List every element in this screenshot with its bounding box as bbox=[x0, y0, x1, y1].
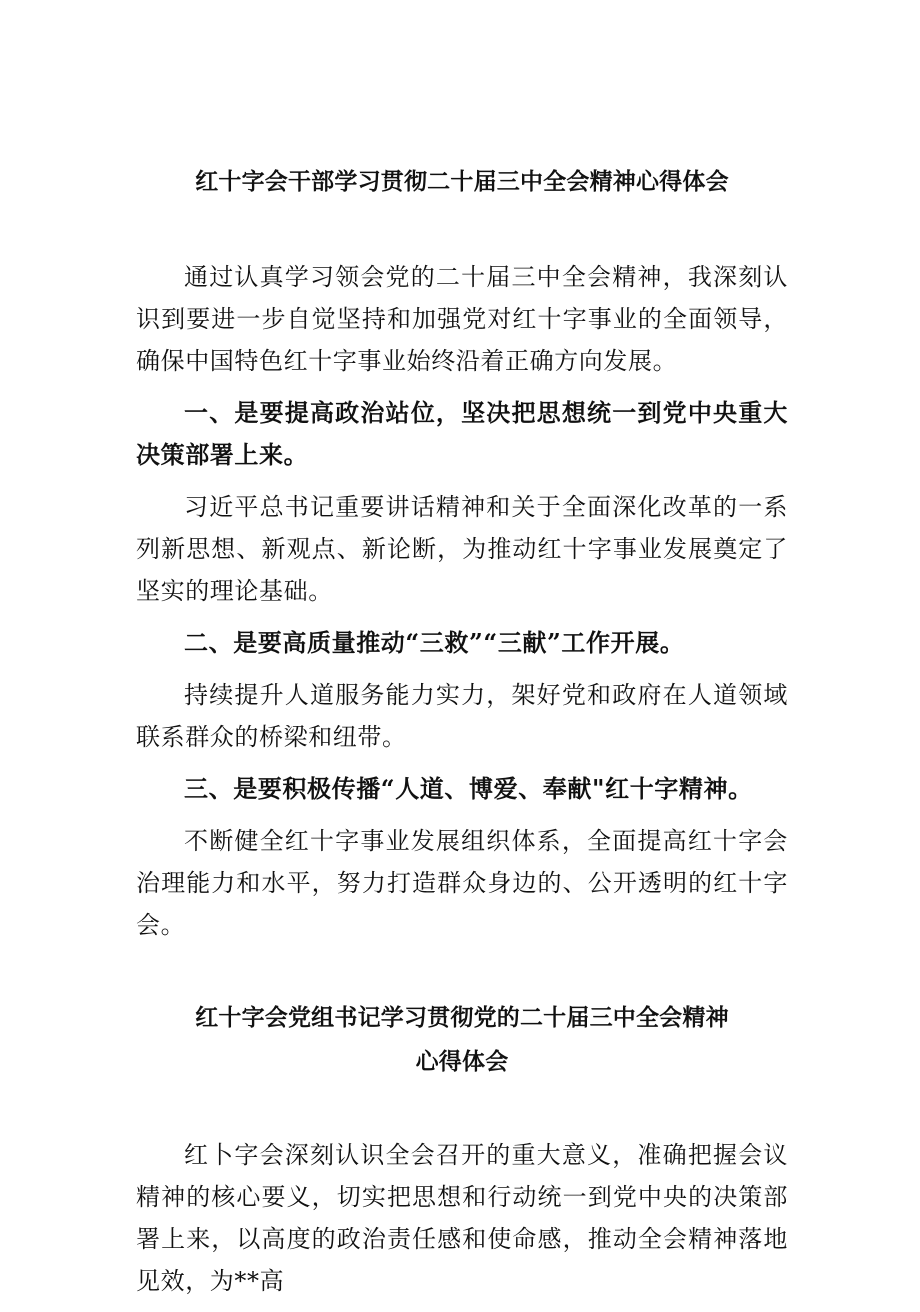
section-body-1: 习近平总书记重要讲话精神和关于全面深化改革的一系列新思想、新观点、新论断，为推动红十字事业发展奠定了坚实的理论基础。 bbox=[136, 493, 788, 605]
article-2-paragraph: 红卜字会深刻认识全会召开的重大意义，准确把握会议精神的核心要义，切实把思想和行动统一到党中央的决策部署上来，以高度的政治责任感和使命感，推动全会精神落地见效，为**高 bbox=[136, 1141, 788, 1295]
article-title-2-line-1: 红十字会党组书记学习贯彻党的二十届三中全会精神 bbox=[195, 1004, 729, 1031]
section-heading-1: 一、是要提高政治站位，坚决把思想统一到党中央重大决策部署上来。 bbox=[136, 398, 788, 469]
section-body-3: 不断健全红十字事业发展组织体系，全面提高红十字会治理能力和水平，努力打造群众身边的、公开透明的红十字会。 bbox=[136, 827, 788, 939]
intro-paragraph: 通过认真学习领会党的二十届三中全会精神，我深刻认识到要进一步自觉坚持和加强党对红十字事业的全面领导，确保中国特色红十字事业始终沿着正确方向发展。 bbox=[136, 263, 788, 375]
section-heading-3: 三、是要积极传播“人道、博爱、奉献"红十字精神。 bbox=[184, 774, 753, 803]
article-title-2 bbox=[136, 996, 788, 1084]
section-body-2: 持续提升人道服务能力实力，架好党和政府在人道领域联系群众的桥梁和纽带。 bbox=[136, 681, 788, 751]
section-heading-2: 二、是要高质量推动“三救”“三献”工作开展。 bbox=[184, 628, 685, 657]
document-content bbox=[136, 160, 788, 1312]
article-title-1: 红十字会干部学习贯彻二十届三中全会精神心得体会 bbox=[195, 168, 729, 195]
article-title-2-line-2: 心得体会 bbox=[415, 1048, 509, 1075]
